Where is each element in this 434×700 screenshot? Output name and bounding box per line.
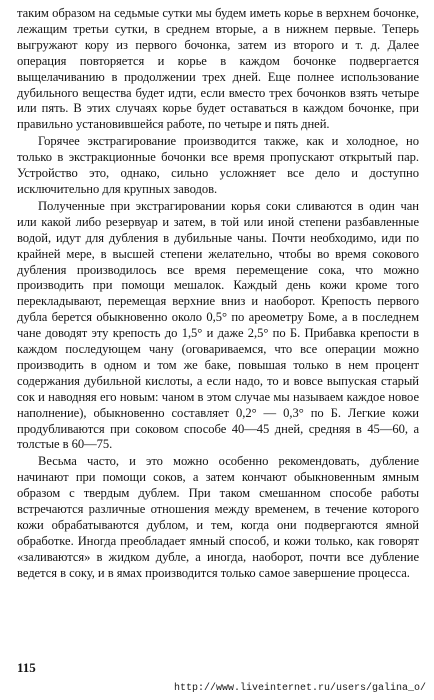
paragraph-1: таким образом на седьмые сутки мы будем иметь корье в верхнем бочонке, лежащим третьи сутки, в среднем вторые, а в нижнем первые. Теперь выгружают кору из первого бочонка, затем из второго и т. д. Далее операция повторяется и корье в каждом бочонке подвергается выщелачиванию в продолжении трех дней. Еще полнее использование дубильного вещества будет идти, если вместо трех бочонков взять четыре или пять. В этих случаях корье будет оставаться в каждом бочонке, при правильно установившейся работе, по четыре и пять дней.: [17, 6, 419, 132]
paragraph-3: Полученные при экстрагировании корья соки сливаются в один чан или какой либо резервуар и затем, в той или иной степени разбавленные водой, идут для дубления в дубильные чаны. Почти необходимо, иди по крайней мере, в высшей степени желательно, чтобы во время сокового дубления производилось все время перемещение сока, что можно производить при помощи мешалок. Каждый день кожи кроме того перекладывают, перемещая верхние вниз и наоборот. Крепость первого дубла берется обыкновенно около 0,5° по ареометру Боме, а в последнем чане доводят эту крепость до 1,5° и даже 2,5° по Б. Прибавка крепости в каждом последующем чану (оговариваемся, что все операции можно производить в одном и том же баке, повышая только в нем процент содержания дубильной кислоты, а если надо, то и вовсе выпуская старый сок и наводняя его новым: чаном в этом случае мы называем каждое новое наполнение), обыкновенно составляет 0,2° — 0,3° по Б. Легкие кожи продубливаются при соковом способе 40—45 дней, средняя в 45—60, а толстые в 60—75.: [17, 198, 419, 452]
paragraph-4: Весьма часто, и это можно особенно рекомендовать, дубление начинают при помощи соков, а затем кончают обыкновенным ямным образом с твердым дублем. При таком смешанном способе работы встречаются различные отношения между временем, в течение которого кожи обрабатываются дублом, и тем, когда они подвергаются ямной обработке. Иногда преобладает ямный способ, и кожи только, как говорят «заливаются» в жидком дубле, а иногда, наоборот, почти все дубление ведется в соку, и в ямах производится только самое завершение процесса.: [17, 454, 419, 580]
page-number: 115: [17, 660, 36, 675]
body-text: [17, 6, 419, 582]
source-watermark: http://www.liveinternet.ru/users/galina_o/: [174, 683, 427, 694]
paragraph-2: Горячее экстрагирование производится также, как и холодное, но только в экстракционные бочонки все время пропускают открытый пар. Устройство это, однако, сильно усложняет все дело и доступно исключительно для крупных заводов.: [17, 134, 419, 196]
